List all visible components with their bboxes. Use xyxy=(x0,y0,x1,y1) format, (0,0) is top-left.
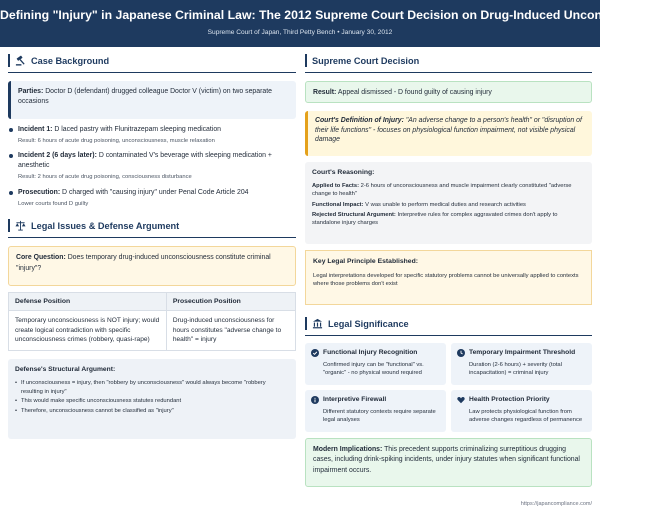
legal-significance-heading xyxy=(305,313,592,336)
section-accent-bar xyxy=(305,54,307,67)
table-header-row xyxy=(9,293,296,311)
list-item: • If unconsciousness = injury, then "robbery by unconsciousness" would always become "robbery resulting in injury" xyxy=(15,379,289,396)
structural-argument-list xyxy=(15,379,289,416)
parties-box xyxy=(8,81,296,119)
section-accent-bar xyxy=(305,317,307,330)
reasoning-item xyxy=(312,201,585,209)
supreme-court-heading xyxy=(305,50,592,73)
positions-table xyxy=(8,292,296,351)
bullet-dot xyxy=(9,191,13,195)
reasoning-text: V was unable to perform medical duties and research activities xyxy=(365,201,526,208)
card-title: Functional Injury Recognition xyxy=(323,349,418,356)
reasoning-label: Functional Impact: xyxy=(312,201,364,208)
parties-label: Parties: xyxy=(18,88,44,95)
significance-card xyxy=(305,390,446,432)
incident-item xyxy=(8,188,296,208)
core-question-box xyxy=(8,246,296,286)
modern-implications-label: Modern Implications: xyxy=(313,446,383,453)
incident-text: D charged with "causing injury" under Penal Code Article 204 xyxy=(62,188,249,196)
significance-card xyxy=(305,343,446,385)
legal-issues-title: Legal Issues & Defense Argument xyxy=(31,220,180,231)
check-circle-icon xyxy=(311,349,319,357)
result-box xyxy=(305,81,592,103)
parties-text: Doctor D (defendant) drugged colleague Doctor V (victim) on two separate occasions xyxy=(18,88,272,106)
info-circle-icon xyxy=(311,396,319,404)
supreme-court-title: Supreme Court Decision xyxy=(312,55,420,66)
card-title: Health Protection Priority xyxy=(469,396,550,403)
reasoning-label: Rejected Structural Argument: xyxy=(312,212,396,219)
bullet-dot xyxy=(9,154,13,158)
incident-text: D laced pastry with Flunitrazepam sleeping medication xyxy=(54,126,221,133)
table-row xyxy=(9,311,296,351)
core-question-label: Core Question: xyxy=(16,254,66,262)
prosecution-position-cell: Drug-induced unconsciousness for hours constitutes "adverse change to health" = injury xyxy=(166,311,295,351)
defense-position-cell: Temporary unconsciousness is NOT injury; would create logical contradiction with specific unconsciousness crimes (robbery, quasi-rape) xyxy=(9,311,167,351)
significance-grid xyxy=(305,343,592,432)
court-reasoning-box xyxy=(305,162,592,244)
page-header xyxy=(0,0,669,47)
injury-definition-box xyxy=(305,111,592,156)
reasoning-label: Applied to Facts: xyxy=(312,182,360,189)
reasoning-text: Interpretive rules for complex aggravated crimes don't apply to standalone injury charges xyxy=(312,212,558,227)
reasoning-item xyxy=(312,182,585,199)
gavel-icon xyxy=(15,55,26,66)
key-principle-title: Key Legal Principle Established: xyxy=(313,258,419,265)
section-accent-bar xyxy=(8,54,10,67)
case-background-title: Case Background xyxy=(31,55,110,66)
reasoning-item xyxy=(312,211,585,228)
card-title: Interpretive Firewall xyxy=(323,396,387,403)
heart-icon xyxy=(457,396,465,404)
card-text: Different statutory contexts require separate legal analyses xyxy=(323,408,436,424)
structural-argument-box xyxy=(8,359,296,439)
section-accent-bar xyxy=(8,219,10,232)
injury-definition-label: Court's Definition of Injury: xyxy=(315,117,404,124)
card-text: Duration (2-6 hours) + severity (total incapacitation) = criminal injury xyxy=(469,361,562,377)
card-text: Confirmed injury can be "functional" vs. "organic" - no physical wound required xyxy=(323,361,424,377)
result-label: Result: xyxy=(313,89,337,96)
key-principle-text: Legal interpretations developed for specific statutory problems cannot be universally applied to contexts where those problems don't exist xyxy=(313,272,579,288)
case-background-heading xyxy=(8,50,296,73)
prosecution-position-header: Prosecution Position xyxy=(166,293,295,311)
institution-icon xyxy=(312,318,323,329)
left-column xyxy=(8,50,296,439)
incident-text: D contaminated V's beverage with sleeping medication + anesthetic xyxy=(18,152,272,170)
page-title: Defining "Injury" in Japanese Criminal Law: The 2012 Supreme Court Decision on Drug-Induced Unconsciousness xyxy=(0,8,669,22)
incident-label: Incident 1: xyxy=(18,126,53,133)
incident-label: Incident 2 (6 days later): xyxy=(18,152,97,160)
modern-implications-text: This precedent supports criminalizing surreptitious drugging cases, including drink-spiking incidents, under injury statutes when significant functional impairment occurs. xyxy=(313,446,580,474)
footer-url: https://japancompliance.com/ xyxy=(520,501,592,507)
injury-definition-text: "An adverse change to a person's health" or "disruption of their life functions" - focuses on physiological function impairment, not visible physical damage xyxy=(315,117,582,144)
clock-icon xyxy=(457,349,465,357)
incident-item xyxy=(8,151,296,181)
court-reasoning-title: Court's Reasoning: xyxy=(312,169,375,176)
legal-issues-heading xyxy=(8,215,296,238)
incident-item xyxy=(8,125,296,145)
reasoning-text: 2-6 hours of unconsciousness and muscle impairment clearly constituted "adverse change to health" xyxy=(312,182,572,198)
modern-implications-box xyxy=(305,438,592,487)
bullet-dot xyxy=(9,128,13,132)
incident-result: Lower courts found D guilty xyxy=(18,200,89,207)
significance-card xyxy=(451,390,592,432)
incident-result: Result: 6 hours of acute drug poisoning, unconsciousness, muscle relaxation xyxy=(18,138,215,144)
structural-argument-title: Defense's Structural Argument: xyxy=(15,365,116,373)
key-principle-box xyxy=(305,250,592,305)
significance-card xyxy=(451,343,592,385)
defense-position-header: Defense Position xyxy=(9,293,167,311)
card-title: Temporary Impairment Threshold xyxy=(469,349,576,356)
scales-icon xyxy=(15,220,26,231)
core-question-text: Does temporary drug-induced unconsciousness constitute criminal "injury"? xyxy=(16,254,271,272)
legal-significance-title: Legal Significance xyxy=(328,318,409,329)
card-text: Law protects physiological function from adverse changes regardless of permanence xyxy=(469,408,583,424)
incident-result: Result: 2 hours of acute drug poisoning, consciousness disturbance xyxy=(18,174,192,181)
incident-label: Prosecution: xyxy=(18,188,61,196)
list-item: • This would make specific unconsciousness statutes redundant xyxy=(15,397,289,406)
page-subtitle: Supreme Court of Japan, Third Petty Bench • January 30, 2012 xyxy=(207,29,393,36)
list-item: • Therefore, unconsciousness cannot be classified as "injury" xyxy=(15,407,289,416)
right-column xyxy=(305,50,592,487)
result-text: Appeal dismissed - D found guilty of causing injury xyxy=(337,89,492,96)
